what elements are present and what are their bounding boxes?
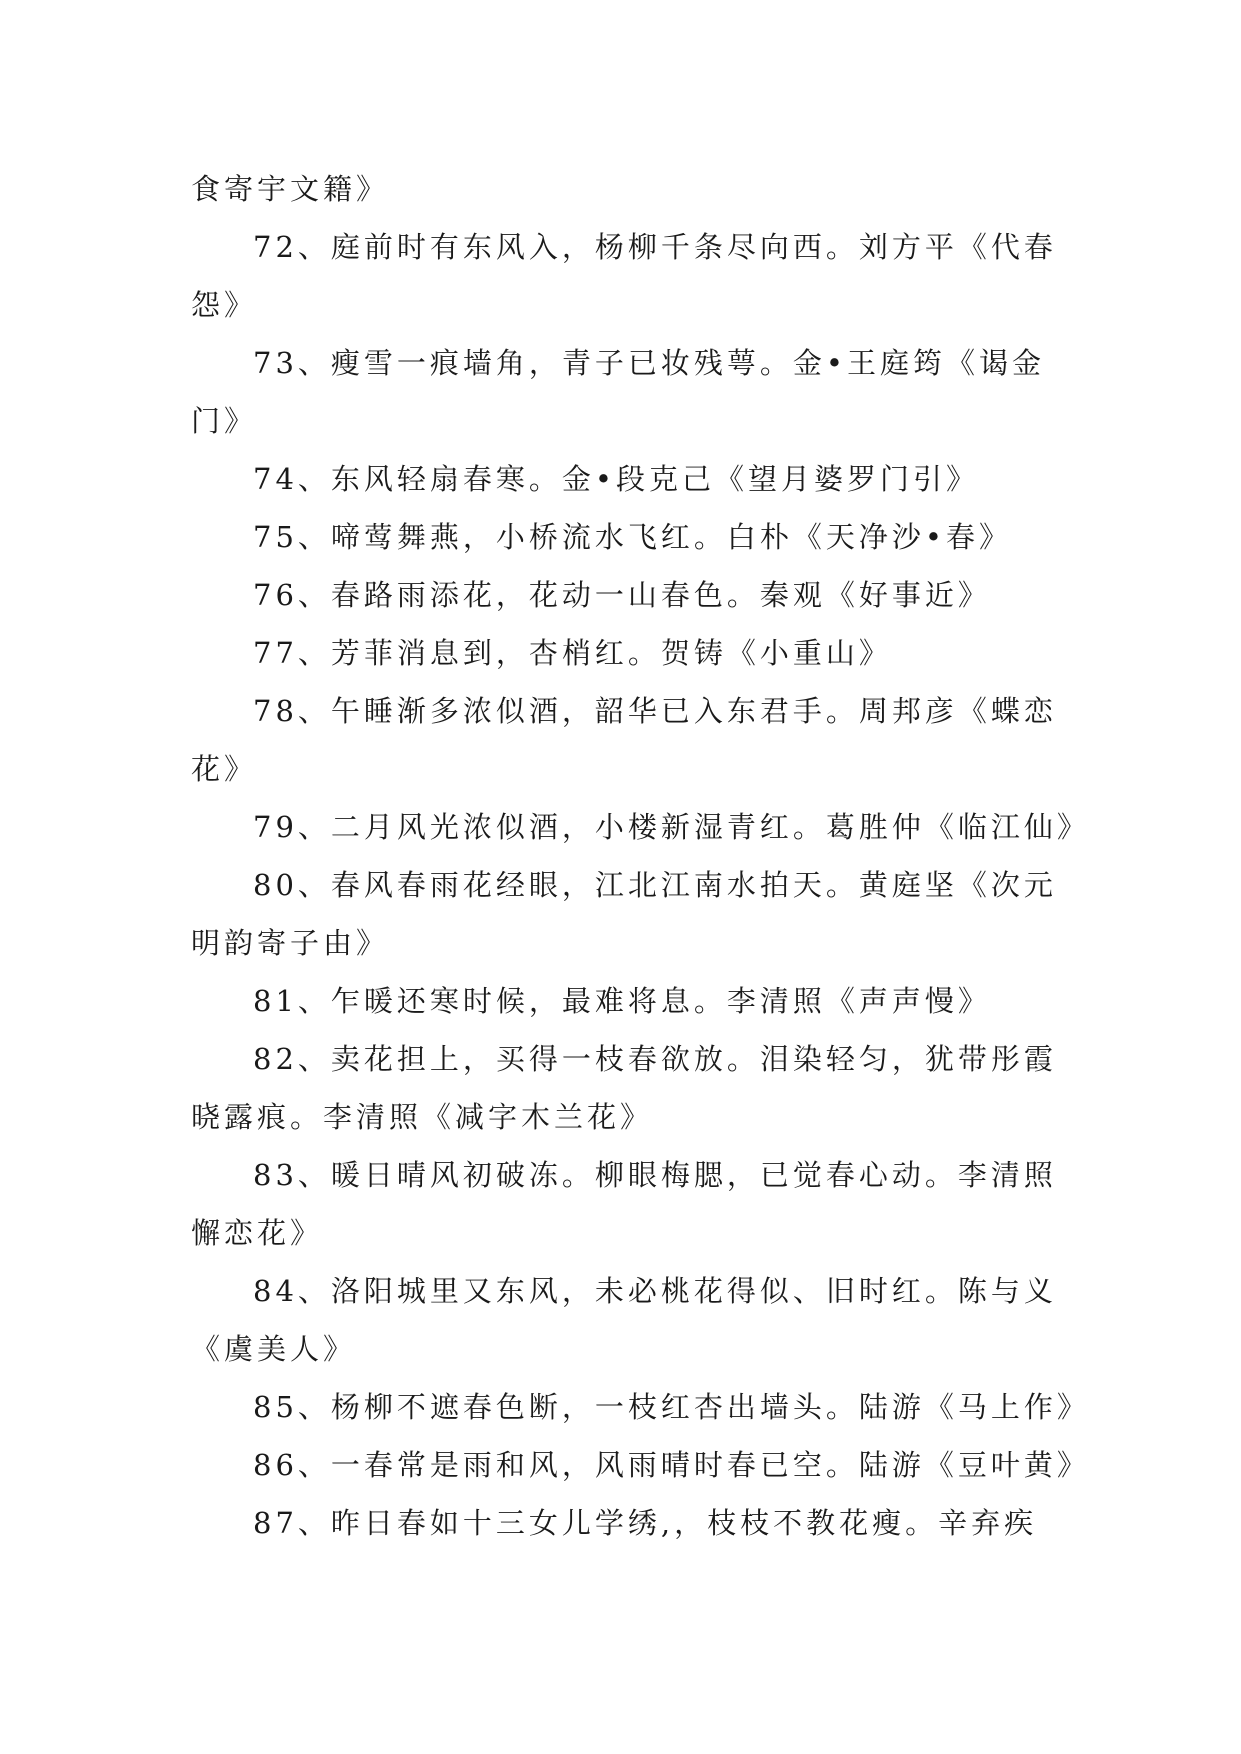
text-line: 75、啼莺舞燕，小桥流水飞红。白朴《天净沙•春》 [253, 520, 1013, 554]
text-line: 78、午睡渐多浓似酒，韶华已入东君手。周邦彦《蝶恋 [253, 694, 1057, 728]
poem-list [191, 160, 1090, 1552]
text-line: 86、一春常是雨和风，风雨晴时春已空。陆游《豆叶黄》 [253, 1448, 1090, 1482]
text-line: 晓露痕。李清照《减字木兰花》 [191, 1100, 654, 1134]
text-line: 79、二月风光浓似酒，小楼新湿青红。葛胜仲《临江仙》 [253, 810, 1090, 844]
text-line: 明韵寄子由》 [191, 926, 390, 960]
text-line: 74、东风轻扇春寒。金•段克己《望月婆罗门引》 [253, 462, 980, 496]
text-line: 76、春路雨添花，花动一山春色。秦观《好事近》 [253, 578, 991, 612]
text-line: 花》 [191, 752, 258, 786]
text-line: 84、洛阳城里又东风，未必桃花得似、旧时红。陈与义 [253, 1274, 1057, 1308]
text-line: 懈恋花》 [191, 1216, 324, 1250]
text-line: 食寄宇文籍》 [191, 172, 390, 206]
text-line: 85、杨柳不遮春色断，一枝红杏出墙头。陆游《马上作》 [253, 1390, 1090, 1424]
text-line: 73、瘦雪一痕墙角，青子已妆残萼。金•王庭筠《谒金 [253, 346, 1046, 380]
text-line: 81、乍暖还寒时候，最难将息。李清照《声声慢》 [253, 984, 991, 1018]
text-line: 怨》 [191, 288, 258, 322]
text-line: 82、卖花担上，买得一枝春欲放。泪染轻匀，犹带彤霞 [253, 1042, 1057, 1076]
text-line: 门》 [191, 404, 258, 438]
text-line: 83、暖日晴风初破冻。柳眼梅腮，已觉春心动。李清照 [253, 1158, 1057, 1192]
text-line: 80、春风春雨花经眼，江北江南水拍天。黄庭坚《次元 [253, 868, 1057, 902]
text-line: 72、庭前时有东风入，杨柳千条尽向西。刘方平《代春 [253, 230, 1057, 264]
text-line: 87、昨日春如十三女儿学绣,，枝枝不教花瘦。辛弃疾 [253, 1506, 1038, 1540]
text-line: 77、芳菲消息到，杏梢红。贺铸《小重山》 [253, 636, 892, 670]
text-line: 《虞美人》 [191, 1332, 357, 1366]
